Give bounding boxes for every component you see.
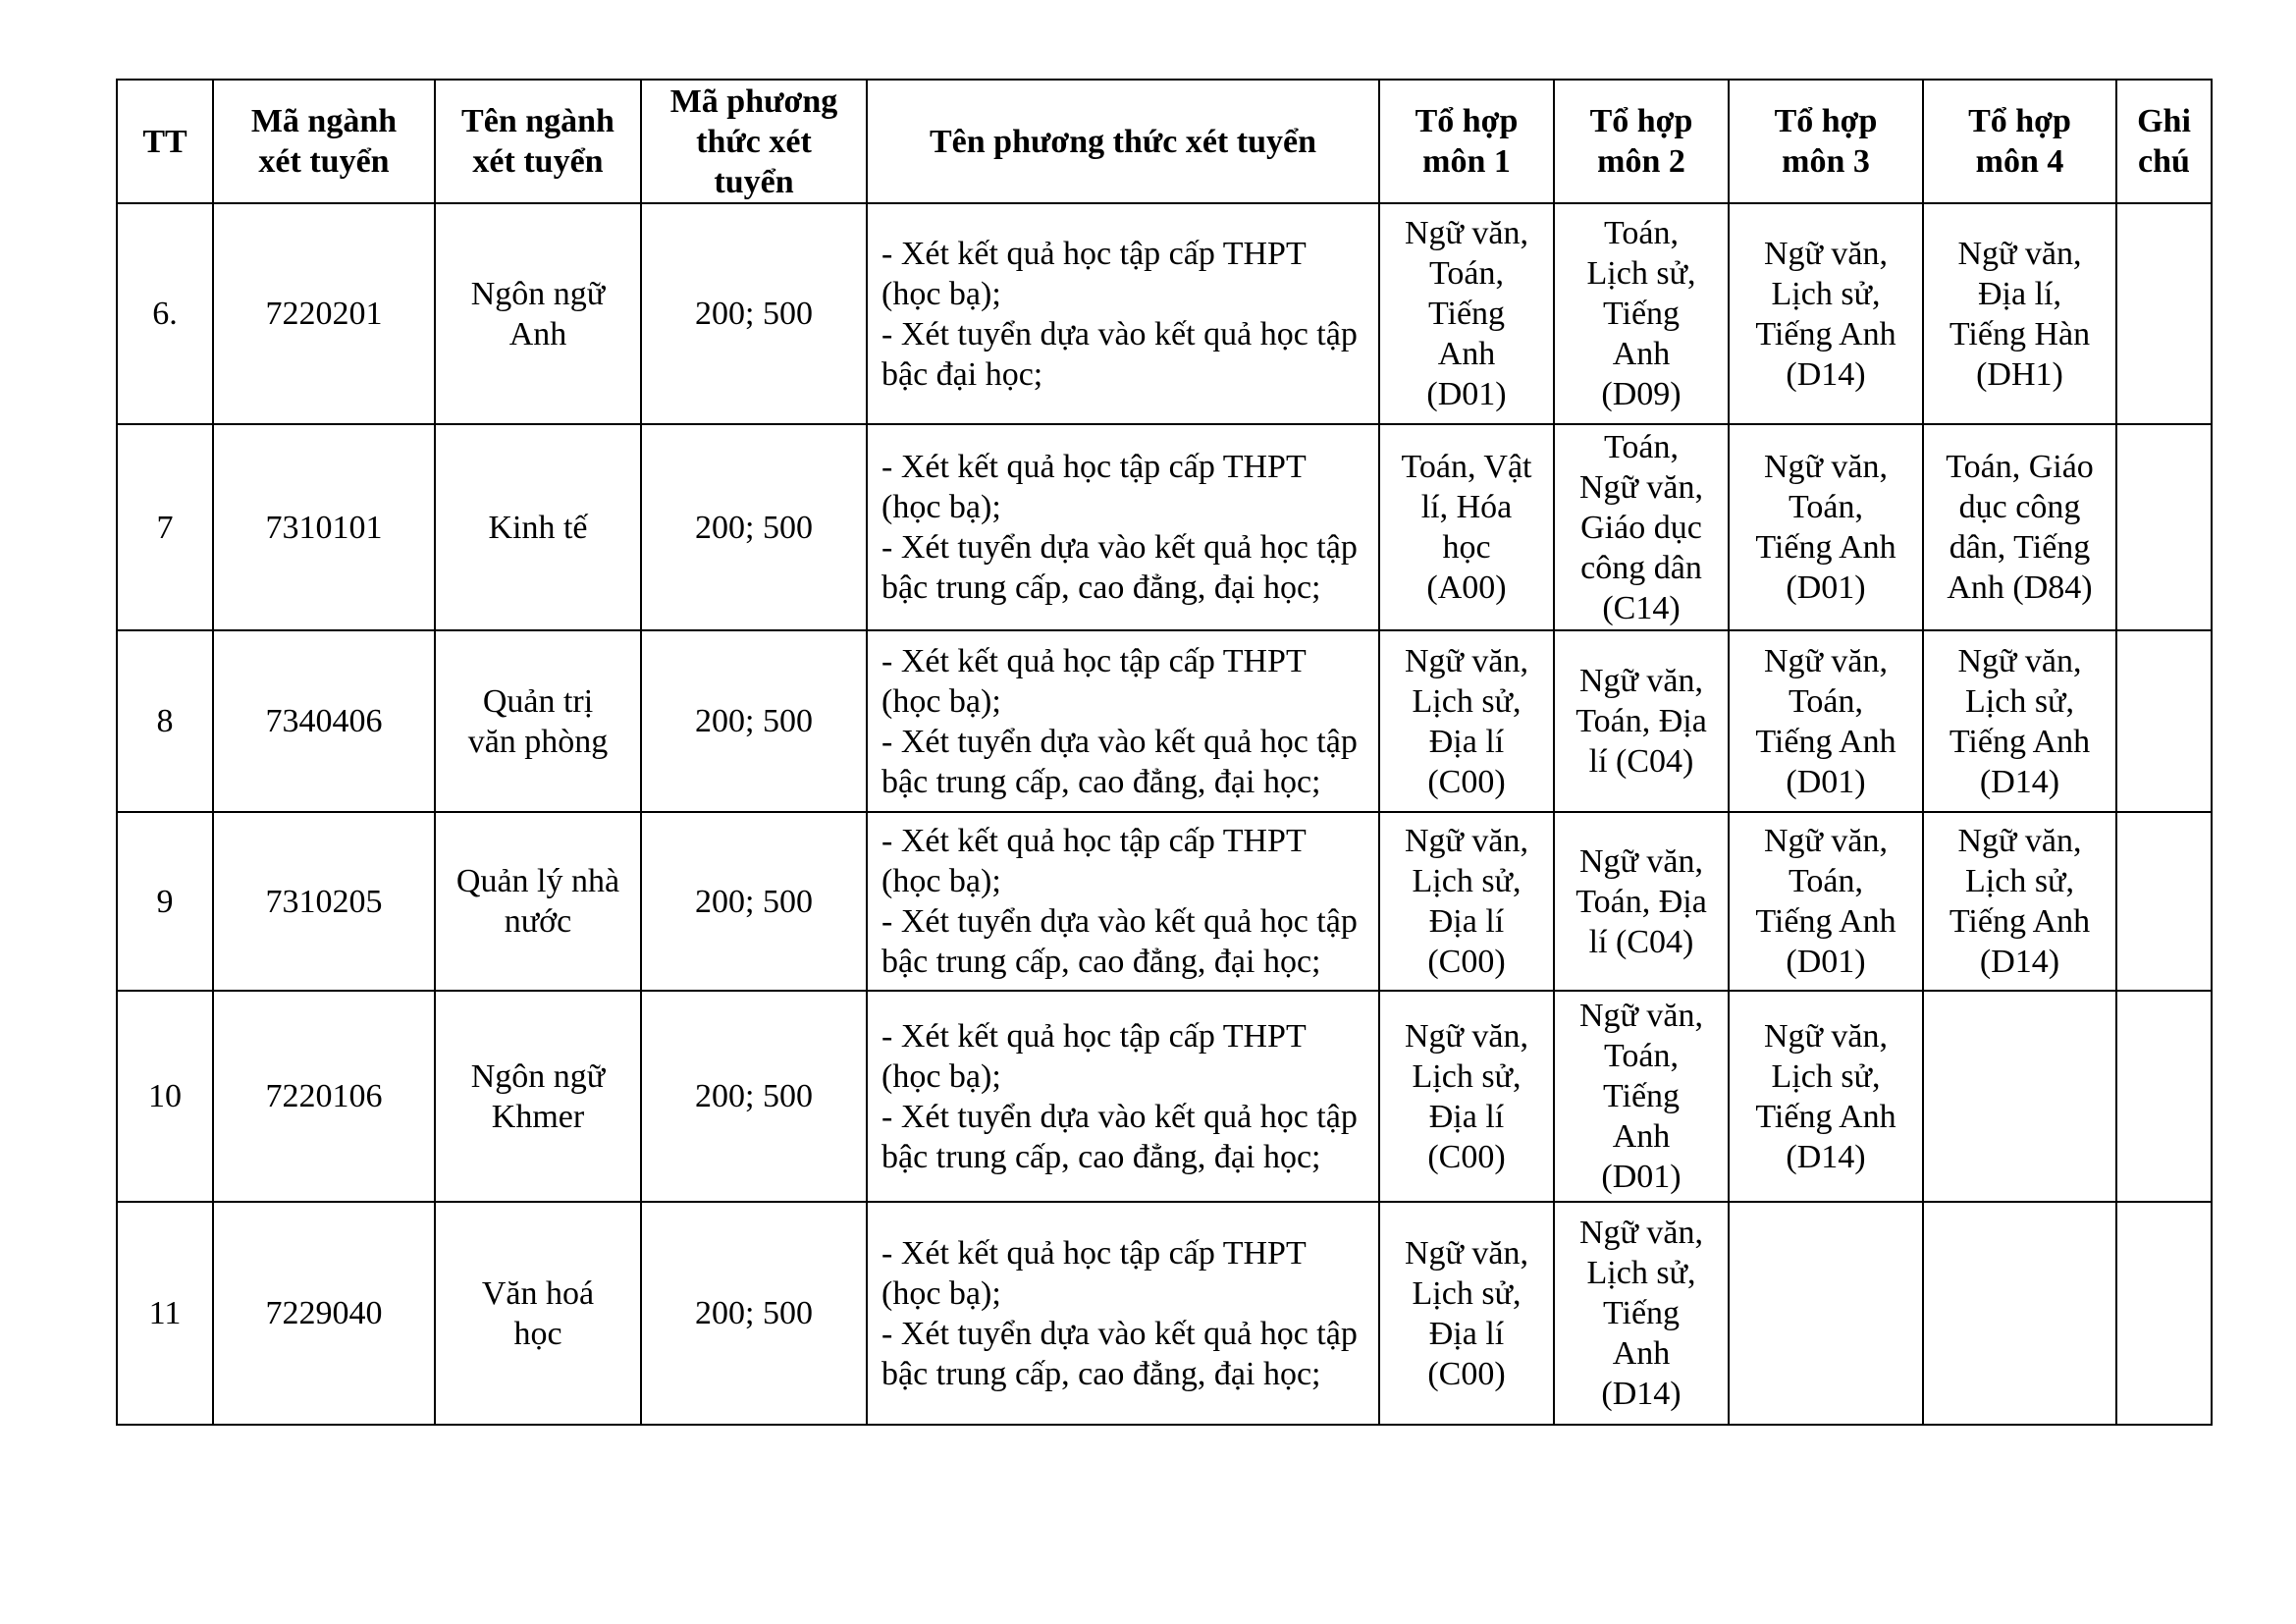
cell-combo-2: Ngữ văn, Toán, Địa lí (C04) [1554, 812, 1729, 991]
cell-combo-4: Toán, Giáo dục công dân, Tiếng Anh (D84) [1923, 424, 2116, 630]
cell-note [2116, 991, 2212, 1202]
cell-major-name: Kinh tế [435, 424, 641, 630]
cell-note [2116, 630, 2212, 812]
cell-combo-3: Ngữ văn, Toán, Tiếng Anh (D01) [1729, 812, 1923, 991]
cell-combo-4 [1923, 1202, 2116, 1425]
cell-method-code: 200; 500 [641, 812, 867, 991]
cell-method-name: - Xét kết quả học tập cấp THPT (học bạ); - Xét tuyển dựa vào kết quả học tập bậc trung cấp, cao đẳng, đại học; [867, 630, 1379, 812]
table-row [117, 812, 2212, 991]
cell-note [2116, 203, 2212, 424]
cell-major-name: Ngôn ngữ Khmer [435, 991, 641, 1202]
cell-combo-1: Ngữ văn, Lịch sử, Địa lí (C00) [1379, 1202, 1554, 1425]
cell-combo-1: Ngữ văn, Lịch sử, Địa lí (C00) [1379, 991, 1554, 1202]
cell-combo-3: Ngữ văn, Lịch sử, Tiếng Anh (D14) [1729, 203, 1923, 424]
cell-method-name: - Xét kết quả học tập cấp THPT (học bạ); - Xét tuyển dựa vào kết quả học tập bậc trung cấp, cao đẳng, đại học; [867, 1202, 1379, 1425]
table-row [117, 630, 2212, 812]
cell-method-code: 200; 500 [641, 203, 867, 424]
cell-major-code: 7220106 [213, 991, 435, 1202]
cell-major-name: Quản trị văn phòng [435, 630, 641, 812]
header-combo-4: Tổ hợp môn 4 [1923, 80, 2116, 203]
header-tt: TT [117, 80, 213, 203]
cell-tt: 11 [117, 1202, 213, 1425]
cell-combo-3: Ngữ văn, Toán, Tiếng Anh (D01) [1729, 424, 1923, 630]
cell-method-code: 200; 500 [641, 1202, 867, 1425]
cell-major-code: 7220201 [213, 203, 435, 424]
header-combo-1: Tổ hợp môn 1 [1379, 80, 1554, 203]
cell-combo-4 [1923, 991, 2116, 1202]
cell-major-code: 7229040 [213, 1202, 435, 1425]
cell-method-code: 200; 500 [641, 991, 867, 1202]
cell-note [2116, 812, 2212, 991]
table-row [117, 203, 2212, 424]
header-major-code: Mã ngành xét tuyển [213, 80, 435, 203]
cell-note [2116, 1202, 2212, 1425]
cell-combo-4: Ngữ văn, Lịch sử, Tiếng Anh (D14) [1923, 812, 2116, 991]
header-combo-2: Tổ hợp môn 2 [1554, 80, 1729, 203]
cell-major-code: 7310205 [213, 812, 435, 991]
cell-combo-4: Ngữ văn, Địa lí, Tiếng Hàn (DH1) [1923, 203, 2116, 424]
cell-method-code: 200; 500 [641, 424, 867, 630]
cell-major-name: Văn hoá học [435, 1202, 641, 1425]
admission-table [116, 79, 2213, 1426]
cell-combo-1: Ngữ văn, Lịch sử, Địa lí (C00) [1379, 630, 1554, 812]
cell-combo-1: Ngữ văn, Toán, Tiếng Anh (D01) [1379, 203, 1554, 424]
cell-tt: 10 [117, 991, 213, 1202]
header-method-name: Tên phương thức xét tuyển [867, 80, 1379, 203]
header-combo-3: Tổ hợp môn 3 [1729, 80, 1923, 203]
table-row [117, 991, 2212, 1202]
cell-method-name: - Xét kết quả học tập cấp THPT (học bạ); - Xét tuyển dựa vào kết quả học tập bậc trung cấp, cao đẳng, đại học; [867, 812, 1379, 991]
header-row [117, 80, 2212, 203]
cell-tt: 7 [117, 424, 213, 630]
cell-combo-4: Ngữ văn, Lịch sử, Tiếng Anh (D14) [1923, 630, 2116, 812]
cell-major-code: 7340406 [213, 630, 435, 812]
cell-major-name: Ngôn ngữ Anh [435, 203, 641, 424]
cell-combo-1: Toán, Vật lí, Hóa học (A00) [1379, 424, 1554, 630]
cell-combo-2: Ngữ văn, Toán, Tiếng Anh (D01) [1554, 991, 1729, 1202]
header-major-name: Tên ngành xét tuyển [435, 80, 641, 203]
cell-method-name: - Xét kết quả học tập cấp THPT (học bạ); - Xét tuyển dựa vào kết quả học tập bậc trung cấp, cao đẳng, đại học; [867, 424, 1379, 630]
cell-combo-2: Ngữ văn, Toán, Địa lí (C04) [1554, 630, 1729, 812]
cell-tt: 9 [117, 812, 213, 991]
cell-major-code: 7310101 [213, 424, 435, 630]
header-note: Ghi chú [2116, 80, 2212, 203]
cell-combo-3 [1729, 1202, 1923, 1425]
cell-combo-2: Toán, Lịch sử, Tiếng Anh (D09) [1554, 203, 1729, 424]
cell-combo-2: Toán, Ngữ văn, Giáo dục công dân (C14) [1554, 424, 1729, 630]
cell-major-name: Quản lý nhà nước [435, 812, 641, 991]
cell-method-name: - Xét kết quả học tập cấp THPT (học bạ); - Xét tuyển dựa vào kết quả học tập bậc trung cấp, cao đẳng, đại học; [867, 991, 1379, 1202]
header-method-code: Mã phương thức xét tuyển [641, 80, 867, 203]
table-row [117, 1202, 2212, 1425]
cell-combo-2: Ngữ văn, Lịch sử, Tiếng Anh (D14) [1554, 1202, 1729, 1425]
cell-tt: 6. [117, 203, 213, 424]
cell-combo-1: Ngữ văn, Lịch sử, Địa lí (C00) [1379, 812, 1554, 991]
cell-combo-3: Ngữ văn, Lịch sử, Tiếng Anh (D14) [1729, 991, 1923, 1202]
cell-method-code: 200; 500 [641, 630, 867, 812]
cell-note [2116, 424, 2212, 630]
cell-method-name: - Xét kết quả học tập cấp THPT (học bạ); - Xét tuyển dựa vào kết quả học tập bậc đại học; [867, 203, 1379, 424]
cell-tt: 8 [117, 630, 213, 812]
table-row [117, 424, 2212, 630]
cell-combo-3: Ngữ văn, Toán, Tiếng Anh (D01) [1729, 630, 1923, 812]
